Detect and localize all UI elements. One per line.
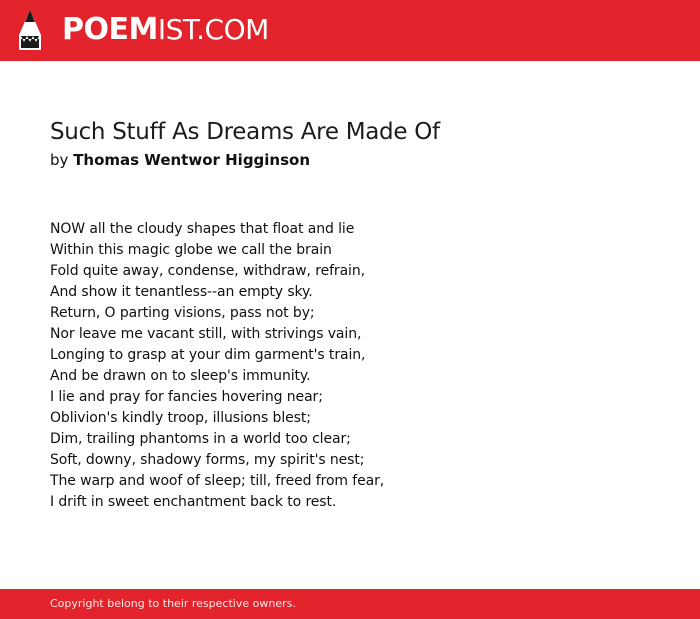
poem-line: Dim, trailing phantoms in a world too clear; bbox=[50, 431, 351, 447]
site-logo-link[interactable] bbox=[18, 9, 269, 51]
poem-title: Such Stuff As Dreams Are Made Of bbox=[50, 119, 440, 145]
pencil-tip-icon bbox=[18, 9, 42, 51]
site-footer bbox=[0, 589, 700, 619]
poem-line: Soft, downy, shadowy forms, my spirit's nest; bbox=[50, 452, 365, 468]
by-label: by bbox=[50, 151, 69, 169]
site-header bbox=[0, 0, 700, 61]
logo-light-text: IST.COM bbox=[157, 13, 269, 46]
poem-line: The warp and woof of sleep; till, freed from fear, bbox=[50, 473, 385, 489]
copyright-text: Copyright belong to their respective owners. bbox=[50, 597, 296, 610]
poem-line: Oblivion's kindly troop, illusions blest; bbox=[50, 410, 311, 426]
poem-body bbox=[50, 219, 650, 513]
poem-line: I lie and pray for fancies hovering near; bbox=[50, 389, 323, 405]
author-name: Thomas Wentwor Higginson bbox=[73, 151, 311, 169]
poem-line: Within this magic globe we call the brain bbox=[50, 242, 332, 258]
poem-line: Longing to grasp at your dim garment's train, bbox=[50, 347, 366, 363]
logo-wordmark bbox=[62, 9, 269, 51]
poem-line: And show it tenantless--an empty sky. bbox=[50, 284, 313, 300]
poem-line: Nor leave me vacant still, with strivings vain, bbox=[50, 326, 362, 342]
poem-heading bbox=[50, 116, 650, 171]
poem-line: I drift in sweet enchantment back to rest. bbox=[50, 494, 337, 510]
poem-line: NOW all the cloudy shapes that float and lie bbox=[50, 221, 355, 237]
poem-line: Return, O parting visions, pass not by; bbox=[50, 305, 315, 321]
byline bbox=[50, 149, 650, 171]
poem-line: And be drawn on to sleep's immunity. bbox=[50, 368, 311, 384]
poem-line: Fold quite away, condense, withdraw, refrain, bbox=[50, 263, 365, 279]
logo-bold-text: POEM bbox=[62, 12, 158, 47]
